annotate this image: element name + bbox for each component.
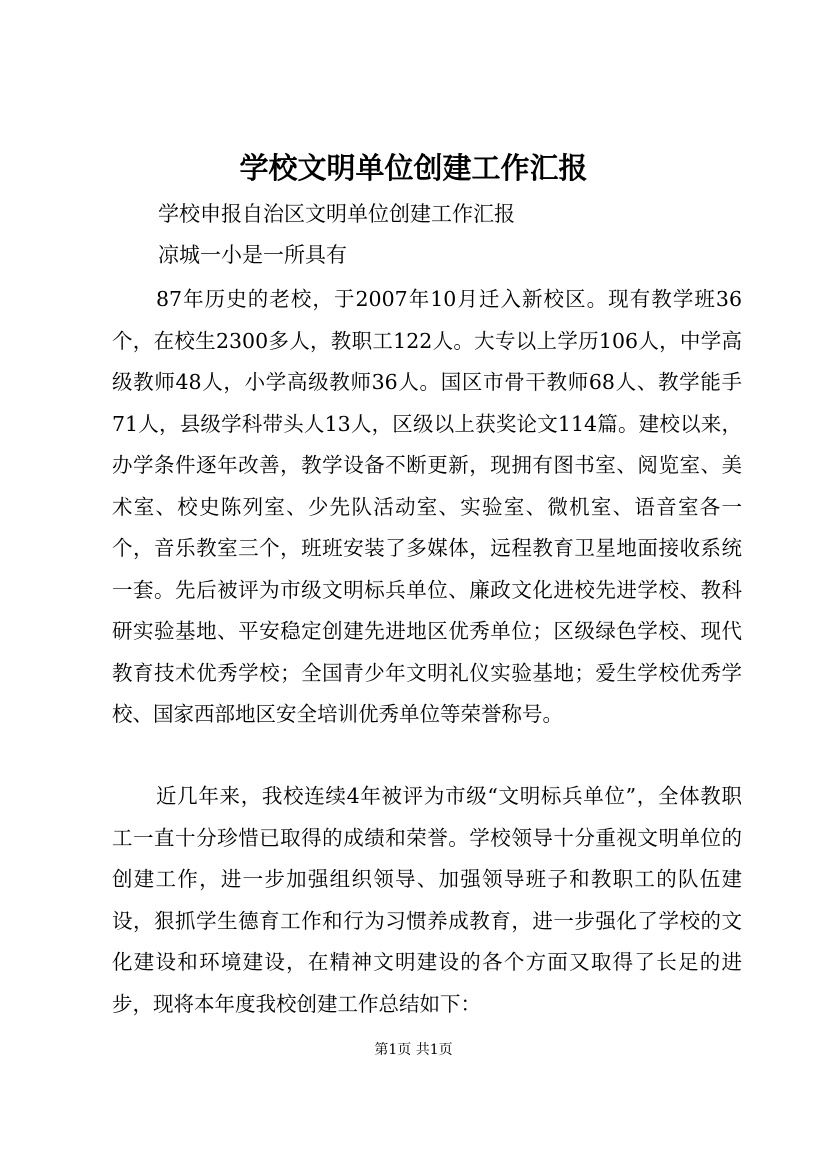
paragraph-school-history: 87年历史的老校，于2007年10月迁入新校区。现有教学班36个，在校生2300多人，教职工122人。大专以上学历106人，中学高级教师48人，小学高级教师36人。国区市骨干教师68人、教学能手71人，县级学科带头人13人，区级以上获奖论文114篇。建校以来，办学条件逐年改善，教学设备不断更新，现拥有图书室、阅览室、美术室、校史陈列室、少先队活动室、实验室、微机室、语音室各一个，音乐教室三个，班班安装了多媒体，远程教育卫星地面接收系统一套。先后被评为市级文明标兵单位、廉政文化进校先进学校、教科研实验基地、平安稳定创建先进地区优秀单位；区级绿色学校、现代教育技术优秀学校；全国青少年文明礼仪实验基地；爱生学校优秀学校、国家西部地区安全培训优秀单位等荣誉称号。 — [112, 287, 742, 726]
document-subtitle: 学校申报自治区文明单位创建工作汇报 — [158, 202, 515, 226]
intro-line: 凉城一小是一所具有 — [158, 243, 347, 267]
page-footer: 第1页 共1页 — [374, 1042, 453, 1058]
paragraph-recent-years: 近几年来，我校连续4年被评为市级“文明标兵单位”，全体教职工一直十分珍惜已取得的成绩和荣誉。学校领导十分重视文明单位的创建工作，进一步加强组织领导、加强领导班子和教职工的队伍建设，狠抓学生德育工作和行为习惯养成教育，进一步强化了学校的文化建设和环境建设，在精神文明建设的各个方面又取得了长足的进步，现将本年度我校创建工作总结如下： — [112, 784, 742, 1016]
document-title: 学校文明单位创建工作汇报 — [239, 151, 588, 185]
